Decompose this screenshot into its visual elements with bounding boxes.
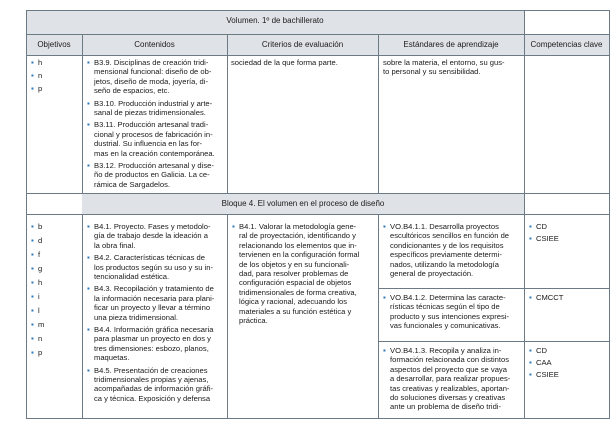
bullet-icon: ▪ — [529, 234, 532, 243]
standard-line: VO.B4.1.2. Determina las caracte- — [390, 293, 506, 302]
bullet-icon: ▪ — [31, 222, 34, 231]
rule — [26, 34, 609, 35]
bullet-icon: ▪ — [31, 292, 34, 301]
rule — [26, 193, 609, 194]
objective-code: h — [38, 278, 43, 287]
rule — [378, 341, 609, 342]
standard-line: rísticas técnicas según el tipo de — [390, 302, 500, 312]
standard-line: nados, utilizando la metodología — [390, 259, 499, 269]
criteria-line: dad, para resolver problemas de — [239, 269, 349, 278]
bullet-icon: ▪ — [87, 325, 90, 334]
bullet-icon: ▪ — [31, 250, 34, 259]
criteria-line: B4.1. Valorar la metodología gene- — [239, 222, 357, 231]
rule — [378, 214, 379, 419]
bullet-icon: ▪ — [31, 334, 34, 343]
content-line: B4.2. Características técnicas de — [94, 253, 206, 263]
bullet-icon: ▪ — [383, 346, 386, 355]
content-line: una pieza tridimensional. — [94, 312, 179, 322]
bullet-icon: ▪ — [529, 222, 532, 231]
rule — [82, 34, 83, 193]
bullet-icon: ▪ — [529, 370, 532, 379]
block4-title: Bloque 4. El volumen en el proceso de diseño — [221, 199, 385, 208]
rule — [26, 214, 609, 215]
standard-line: formación relacionada con distintos — [390, 355, 510, 365]
objective-code: h — [38, 58, 43, 67]
competence-code: CSIEE — [536, 234, 559, 243]
content-line: ño de productos en Galicia. La ce- — [94, 170, 210, 180]
block3-criteria-text: sociedad de la que forma parte. — [231, 58, 338, 67]
content-line: sanal de piezas tridimensionales. — [94, 108, 206, 117]
column-header-criterios: Criterios de evaluación — [261, 40, 344, 49]
content-line: B3.9. Disciplinas de creación tridi- — [94, 58, 209, 67]
rule — [378, 34, 379, 193]
content-line: mensional funcional: diseño de ob- — [94, 67, 212, 77]
standard-line: VO.B4.1.1. Desarrolla proyectos — [390, 222, 499, 231]
bullet-icon: ▪ — [87, 161, 90, 170]
bullet-icon: ▪ — [87, 284, 90, 294]
bullet-icon: ▪ — [31, 348, 34, 357]
criteria-line: lógica y racional, adecuando los — [239, 297, 348, 307]
content-line: tencionalidad estética. — [94, 272, 170, 281]
standard-line: do soluciones diversas y creativas — [390, 393, 506, 402]
content-line: jetos, diseño de moda, joyería, di- — [94, 76, 208, 86]
bullet-icon: ▪ — [31, 306, 34, 315]
bullet-icon: ▪ — [529, 358, 532, 367]
competence-code: CMCCT — [536, 293, 564, 302]
bullet-icon: ▪ — [31, 320, 34, 329]
column-header-estandares: Estándares de aprendizaje — [403, 40, 499, 49]
objective-code: b — [38, 222, 43, 231]
standard-line: específicos previamente determi- — [390, 250, 502, 260]
objective-code: p — [38, 84, 43, 93]
bullet-icon: ▪ — [87, 253, 90, 263]
content-line: ficar un proyecto y llevar a término — [94, 303, 211, 313]
criteria-line: de los objetos y en su funcionali- — [239, 259, 350, 269]
content-line: los productos según su uso y su in- — [94, 262, 214, 272]
content-line: maquetas. — [94, 353, 130, 363]
content-line: ca y técnica. Exposición y defensa — [94, 393, 211, 403]
bullet-icon: ▪ — [31, 84, 34, 93]
rule — [609, 10, 610, 419]
bullet-icon: ▪ — [529, 346, 532, 355]
content-line: acompañadas de información gráfi- — [94, 384, 214, 394]
bullet-icon: ▪ — [87, 222, 90, 231]
bullet-icon: ▪ — [87, 120, 90, 130]
objective-code: l — [38, 306, 40, 315]
criteria-line: tridimensionales de forma creativa, — [239, 287, 357, 297]
content-line: la obra final. — [94, 240, 136, 250]
content-line: B4.5. Presentación de creaciones — [94, 365, 208, 375]
objective-code: p — [38, 348, 43, 357]
bullet-icon: ▪ — [87, 365, 90, 375]
bullet-icon: ▪ — [31, 71, 34, 80]
rule — [26, 55, 609, 56]
column-header-contenidos: Contenidos — [134, 40, 175, 49]
bullet-icon: ▪ — [383, 293, 386, 302]
standard-line: general de proyectación. — [390, 269, 474, 278]
rule — [82, 214, 83, 419]
standard-line: tas creativas y realizables, aportan- — [390, 383, 510, 393]
standard-line: aspectos del proyecto que se vaya — [390, 364, 507, 374]
competence-code: CD — [536, 222, 547, 231]
rule — [26, 10, 609, 11]
objective-code: n — [38, 71, 43, 80]
standard-line: sobre la materia, el entorno, su gus- — [383, 58, 505, 67]
content-line: rámica de Sargadelos. — [94, 179, 170, 189]
content-line: gía de trabajo desde la ideación a — [94, 231, 208, 241]
objective-code: m — [38, 320, 45, 329]
criteria-line: configuración espacial de objetos — [239, 278, 352, 288]
bullet-icon: ▪ — [87, 98, 90, 108]
content-line: B3.11. Producción artesanal tradi- — [94, 120, 209, 130]
standard-line: producto y sus intenciones expresi- — [390, 311, 510, 321]
content-line: para plasmar un proyecto en dos y — [94, 334, 211, 344]
column-header-competencias: Competencias clave — [530, 40, 603, 49]
rule — [378, 288, 609, 289]
standard-line: vas funcionales y comunicativas. — [390, 321, 501, 331]
content-line: tres dimensiones: esbozo, planos, — [94, 343, 209, 353]
bullet-icon: ▪ — [31, 264, 34, 273]
objective-code: n — [38, 334, 43, 343]
objective-code: i — [38, 292, 40, 301]
competence-code: CAA — [536, 358, 552, 367]
content-line: cional y procesos de fabricación in- — [94, 129, 213, 139]
standard-line: condicionantes y de los requisitos — [390, 240, 504, 250]
competence-code: CD — [536, 346, 547, 355]
content-line: tridimensionales propias y ajenas, — [94, 375, 209, 384]
criteria-line: práctica. — [239, 316, 268, 325]
rule — [26, 418, 609, 419]
content-line: B4.3. Recopilación y tratamiento de — [94, 284, 214, 294]
bullet-icon: ▪ — [232, 222, 235, 231]
content-line: B4.4. Información gráfica necesaria — [94, 325, 214, 334]
standard-line: escultóricos sencillos en función de — [390, 231, 510, 241]
rule — [227, 34, 228, 193]
bullet-icon: ▪ — [383, 222, 386, 231]
competence-code: CSIEE — [536, 370, 559, 379]
rule — [26, 10, 27, 419]
standard-line: a desarrollar, para realizar propues- — [390, 374, 511, 384]
column-header-objetivos: Objetivos — [37, 40, 71, 49]
bullet-icon: ▪ — [87, 58, 90, 67]
objective-code: d — [38, 236, 43, 245]
standard-line: VO.B4.1.3. Recopila y analiza in- — [390, 346, 502, 355]
bullet-icon: ▪ — [31, 236, 34, 245]
standard-line: to personal y su sensibilidad. — [383, 67, 481, 77]
content-line: B4.1. Proyecto. Fases y metodolo- — [94, 222, 211, 231]
rule — [227, 214, 228, 419]
criteria-line: materiales a su función estética y — [239, 306, 352, 316]
content-line: B3.10. Producción industrial y arte- — [94, 98, 213, 108]
content-line: la información necesaria para plani- — [94, 293, 215, 303]
rule — [524, 10, 525, 419]
criteria-line: ral de proyectación, identificando y — [239, 231, 356, 241]
content-line: B3.12. Producción artesanal y dise- — [94, 161, 214, 170]
bullet-icon: ▪ — [529, 293, 532, 302]
table-title: Volumen. 1º de bachillerato — [226, 16, 324, 25]
criteria-line: tervienen en la configuración formal — [239, 250, 360, 260]
content-line: dustrial. Su influencia en las for- — [94, 139, 203, 149]
content-line: seño de espacios, etc. — [94, 86, 170, 96]
objective-code: f — [38, 250, 41, 259]
criteria-line: relacionando los elementos que in- — [239, 240, 357, 250]
bullet-icon: ▪ — [31, 278, 34, 287]
content-line: mas en la creación contemporánea. — [94, 148, 215, 158]
objective-code: g — [38, 264, 43, 273]
bullet-icon: ▪ — [31, 58, 34, 67]
standard-line: ante un problema de diseño tridi- — [390, 402, 502, 412]
